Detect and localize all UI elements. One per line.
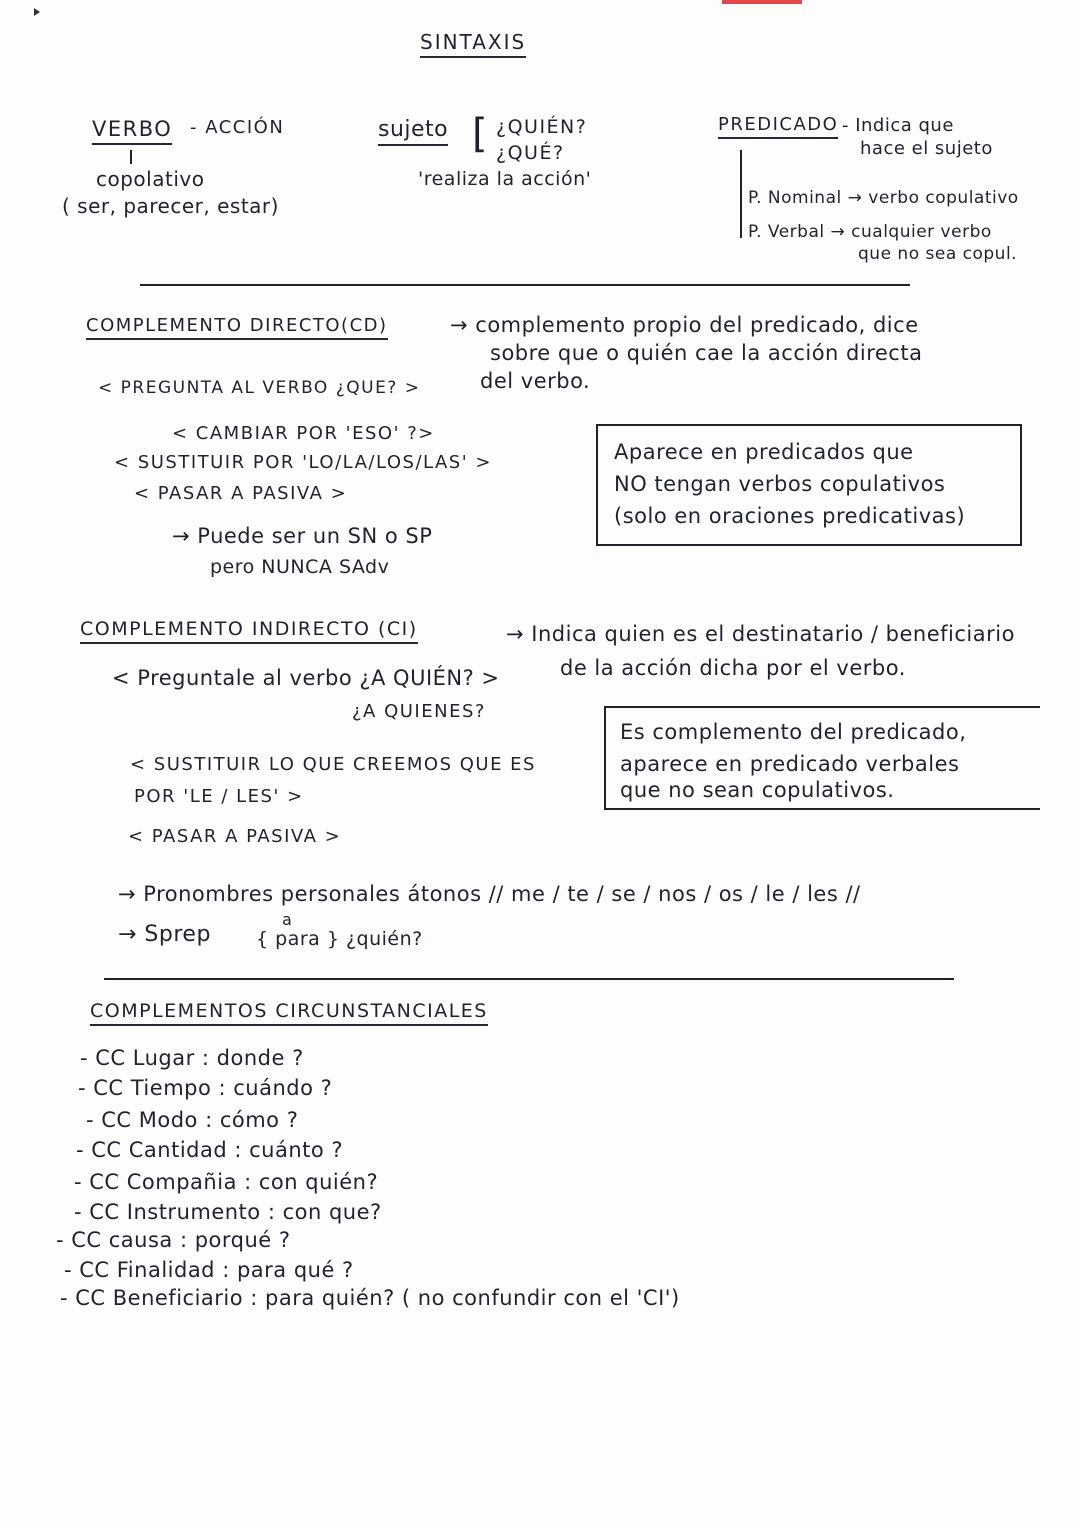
cc-item: - CC Compañia : con quién? (74, 1170, 379, 1194)
ci-rule-pasiva: < PASAR A PASIVA > (128, 826, 342, 847)
predicado-branch-line (740, 150, 742, 238)
cc-item: - CC Modo : cómo ? (86, 1108, 299, 1132)
cc-item: - CC Lugar : donde ? (80, 1046, 304, 1070)
cc-item: - CC Tiempo : cuándo ? (78, 1076, 333, 1100)
ci-note-pronombres: → Pronombres personales átonos // me / te / se / nos / os / le / les // (118, 882, 861, 906)
verbo-connector (130, 150, 132, 164)
ci-desc2: de la acción dicha por el verbo. (560, 656, 906, 680)
sujeto-q2: ¿QUÉ? (496, 142, 565, 164)
ci-info-box (604, 706, 1040, 810)
ci-note-sprep-quien: { para } ¿quién? (256, 928, 423, 950)
predicado-heading: PREDICADO (718, 114, 838, 139)
divider-2 (104, 978, 954, 980)
sujeto-bracket: [ (472, 111, 489, 157)
red-marker-stroke (722, 0, 802, 4)
cd-heading: COMPLEMENTO DIRECTO(CD) (86, 315, 388, 340)
cd-rule-pregunta: < PREGUNTA AL VERBO ¿QUE? > (98, 378, 421, 398)
cd-box-line2: NO tengan verbos copulativos (614, 472, 946, 496)
cc-item: - CC Instrumento : con que? (74, 1200, 382, 1224)
ci-rule-pregunta-plural: ¿A QUIENES? (352, 701, 486, 722)
cd-rule-cambiar: < CAMBIAR POR 'ESO' ?> (172, 423, 435, 444)
predicado-desc2: hace el sujeto (860, 138, 993, 159)
cc-item: - CC Cantidad : cuánto ? (76, 1138, 344, 1162)
cd-desc3: del verbo. (480, 369, 591, 393)
cc-item: - CC Finalidad : para qué ? (64, 1258, 354, 1282)
predicado-desc1: - Indica que (842, 115, 954, 136)
sujeto-q1: ¿QUIÉN? (496, 116, 588, 138)
ci-heading: COMPLEMENTO INDIRECTO (CI) (80, 618, 418, 644)
cd-box-line1: Aparece en predicados que (614, 440, 914, 464)
verbo-examples: ( ser, parecer, estar) (62, 194, 279, 218)
cc-item: - CC Beneficiario : para quién? ( no confundir con el 'CI') (60, 1286, 680, 1310)
predicado-verbal: P. Verbal → cualquier verbo (748, 222, 992, 242)
ci-rule-pregunta: < Preguntale al verbo ¿A QUIÉN? > (112, 666, 500, 690)
predicado-nominal: P. Nominal → verbo copulativo (748, 188, 1019, 208)
ci-desc1: → Indica quien es el destinatario / beneficiario (506, 622, 1015, 646)
corner-mark (34, 8, 40, 16)
cc-item: - CC causa : porqué ? (56, 1228, 291, 1252)
cd-box-line3: (solo en oraciones predicativas) (614, 504, 966, 528)
sujeto-heading: sujeto (378, 117, 448, 146)
verbo-sub: copolativo (96, 167, 205, 191)
ci-note-sprep: → Sprep (118, 922, 211, 947)
ci-box-line1: Es complemento del predicado, (620, 720, 967, 744)
divider-1 (140, 284, 910, 286)
ci-box-line3: que no sean copulativos. (620, 778, 895, 802)
ci-rule-sustituir-cont: POR 'LE / LES' > (134, 786, 304, 807)
cd-info-box (596, 424, 1022, 546)
cd-note-sn: → Puede ser un SN o SP (172, 524, 433, 548)
ci-note-sprep-a: a (282, 910, 293, 929)
cc-heading: COMPLEMENTOS CIRCUNSTANCIALES (90, 1000, 488, 1026)
cd-rule-pasiva: < PASAR A PASIVA > (134, 483, 348, 504)
cd-rule-sustituir: < SUSTITUIR POR 'LO/LA/LOS/LAS' > (114, 452, 492, 473)
cd-desc1: → complemento propio del predicado, dice (450, 313, 919, 337)
cd-note-nunca: pero NUNCA SAdv (210, 556, 390, 578)
cd-desc2: sobre que o quién cae la acción directa (490, 341, 923, 365)
verbo-heading: VERBO (92, 117, 172, 145)
ci-rule-sustituir: < SUSTITUIR LO QUE CREEMOS QUE ES (130, 754, 536, 775)
ci-box-line2: aparece en predicado verbales (620, 752, 960, 776)
sujeto-note: 'realiza la acción' (418, 168, 592, 190)
predicado-verbal-cont: que no sea copul. (858, 244, 1018, 264)
verbo-accion: - ACCIÓN (190, 117, 285, 138)
page-title: SINTAXIS (420, 30, 526, 58)
